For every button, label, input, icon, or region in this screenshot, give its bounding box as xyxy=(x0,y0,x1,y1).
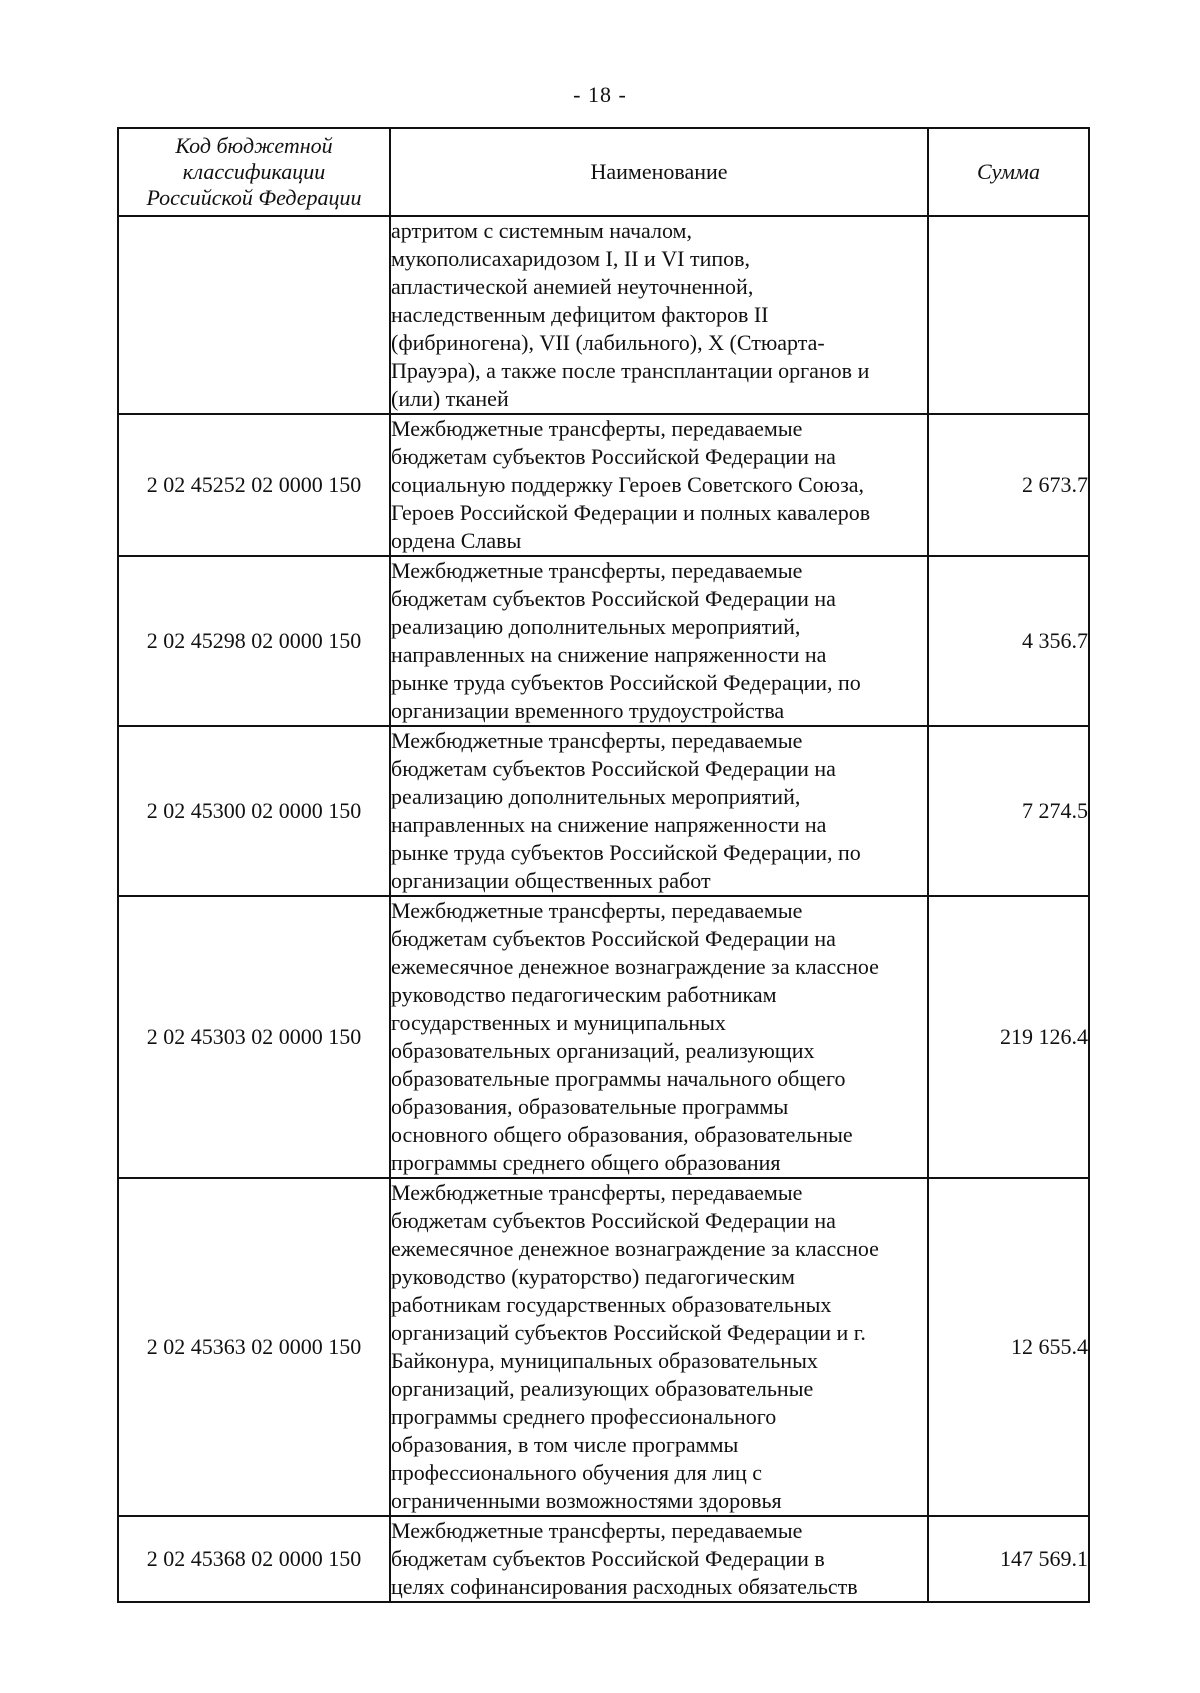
row-name-line: бюджетам субъектов Российской Федерации на xyxy=(391,756,836,781)
table-row xyxy=(118,556,1089,726)
row-sum: 12 655.4 xyxy=(928,1178,1089,1516)
table-body xyxy=(118,216,1089,1602)
row-name-line: Байконура, муниципальных образовательных xyxy=(391,1348,818,1373)
row-sum: 7 274.5 xyxy=(928,726,1089,896)
row-name-line: ограниченными возможностями здоровья xyxy=(391,1488,782,1513)
row-name xyxy=(390,1178,928,1516)
row-name-line: руководство педагогическим работникам xyxy=(391,982,777,1007)
row-name-line: образования, в том числе программы xyxy=(391,1432,739,1457)
row-name xyxy=(390,414,928,556)
row-name-line: рынке труда субъектов Российской Федерации, по xyxy=(391,670,861,695)
row-name-line: программы среднего профессионального xyxy=(391,1404,777,1429)
row-name-line: бюджетам субъектов Российской Федерации на xyxy=(391,1208,836,1233)
row-name-line: образовательных организаций, реализующих xyxy=(391,1038,815,1063)
row-name-line: бюджетам субъектов Российской Федерации в xyxy=(391,1546,825,1571)
row-budget-code: 2 02 45363 02 0000 150 xyxy=(118,1178,390,1516)
row-name-line: организации временного трудоустройства xyxy=(391,698,785,723)
row-name-line: основного общего образования, образовательные xyxy=(391,1122,853,1147)
row-name-line: Прауэра), а также после трансплантации органов и xyxy=(391,358,870,383)
row-name-line: организаций субъектов Российской Федерации и г. xyxy=(391,1320,866,1345)
row-name-line: (или) тканей xyxy=(391,386,509,411)
row-sum: 4 356.7 xyxy=(928,556,1089,726)
row-name-line: организаций, реализующих образовательные xyxy=(391,1376,814,1401)
table-row xyxy=(118,216,1089,414)
row-name xyxy=(390,216,928,414)
row-name-line: Межбюджетные трансферты, передаваемые xyxy=(391,1518,803,1543)
row-name-line: Межбюджетные трансферты, передаваемые xyxy=(391,558,803,583)
row-budget-code: 2 02 45252 02 0000 150 xyxy=(118,414,390,556)
column-header-name: Наименование xyxy=(390,128,928,216)
row-sum: 2 673.7 xyxy=(928,414,1089,556)
row-budget-code: 2 02 45368 02 0000 150 xyxy=(118,1516,390,1602)
row-name-line: ордена Славы xyxy=(391,528,522,553)
table-row xyxy=(118,726,1089,896)
table-row xyxy=(118,1516,1089,1602)
row-budget-code: 2 02 45300 02 0000 150 xyxy=(118,726,390,896)
row-name-line: наследственным дефицитом факторов II xyxy=(391,302,769,327)
row-name-line: мукополисахаридозом I, II и VI типов, xyxy=(391,246,751,271)
row-budget-code: 2 02 45298 02 0000 150 xyxy=(118,556,390,726)
column-header-code-line: Российской Федерации xyxy=(146,185,362,210)
row-name-line: профессионального обучения для лиц с xyxy=(391,1460,763,1485)
row-sum xyxy=(928,216,1089,414)
row-name-line: целях софинансирования расходных обязательств xyxy=(391,1574,858,1599)
row-name-line: программы среднего общего образования xyxy=(391,1150,781,1175)
row-name-line: Межбюджетные трансферты, передаваемые xyxy=(391,416,803,441)
row-budget-code: 2 02 45303 02 0000 150 xyxy=(118,896,390,1178)
row-name-line: Межбюджетные трансферты, передаваемые xyxy=(391,898,803,923)
table-header-row xyxy=(118,128,1089,216)
row-sum: 147 569.1 xyxy=(928,1516,1089,1602)
row-name-line: Героев Российской Федерации и полных кавалеров xyxy=(391,500,871,525)
row-budget-code xyxy=(118,216,390,414)
row-name xyxy=(390,556,928,726)
budget-table xyxy=(117,127,1090,1603)
row-name xyxy=(390,726,928,896)
row-name-line: реализацию дополнительных мероприятий, xyxy=(391,614,801,639)
row-name-line: рынке труда субъектов Российской Федерации, по xyxy=(391,840,861,865)
column-header-sum: Сумма xyxy=(928,128,1089,216)
row-name-line: социальную поддержку Героев Советского Союза, xyxy=(391,472,865,497)
row-name-line: руководство (кураторство) педагогическим xyxy=(391,1264,795,1289)
row-name-line: работникам государственных образовательных xyxy=(391,1292,832,1317)
row-name-line: образовательные программы начального общего xyxy=(391,1066,846,1091)
row-name-line: ежемесячное денежное вознаграждение за классное xyxy=(391,1236,879,1261)
row-name-line: апластической анемией неуточненной, xyxy=(391,274,754,299)
table-row xyxy=(118,896,1089,1178)
row-name xyxy=(390,1516,928,1602)
row-name-line: бюджетам субъектов Российской Федерации на xyxy=(391,586,836,611)
row-name-line: ежемесячное денежное вознаграждение за классное xyxy=(391,954,879,979)
row-name-line: (фибриногена), VII (лабильного), X (Стюарта- xyxy=(391,330,825,355)
row-name xyxy=(390,896,928,1178)
row-name-line: организации общественных работ xyxy=(391,868,711,893)
row-name-line: Межбюджетные трансферты, передаваемые xyxy=(391,728,803,753)
row-sum: 219 126.4 xyxy=(928,896,1089,1178)
row-name-line: направленных на снижение напряженности на xyxy=(391,642,827,667)
row-name-line: образования, образовательные программы xyxy=(391,1094,789,1119)
column-header-code xyxy=(118,128,390,216)
row-name-line: артритом с системным началом, xyxy=(391,218,692,243)
row-name-line: бюджетам субъектов Российской Федерации на xyxy=(391,444,836,469)
row-name-line: направленных на снижение напряженности на xyxy=(391,812,827,837)
row-name-line: государственных и муниципальных xyxy=(391,1010,726,1035)
column-header-code-line: Код бюджетной xyxy=(175,133,333,158)
table-row xyxy=(118,414,1089,556)
page-number: - 18 - xyxy=(573,82,627,107)
row-name-line: Межбюджетные трансферты, передаваемые xyxy=(391,1180,803,1205)
column-header-code-line: классификации xyxy=(182,159,326,184)
row-name-line: бюджетам субъектов Российской Федерации на xyxy=(391,926,836,951)
table-row xyxy=(118,1178,1089,1516)
row-name-line: реализацию дополнительных мероприятий, xyxy=(391,784,801,809)
